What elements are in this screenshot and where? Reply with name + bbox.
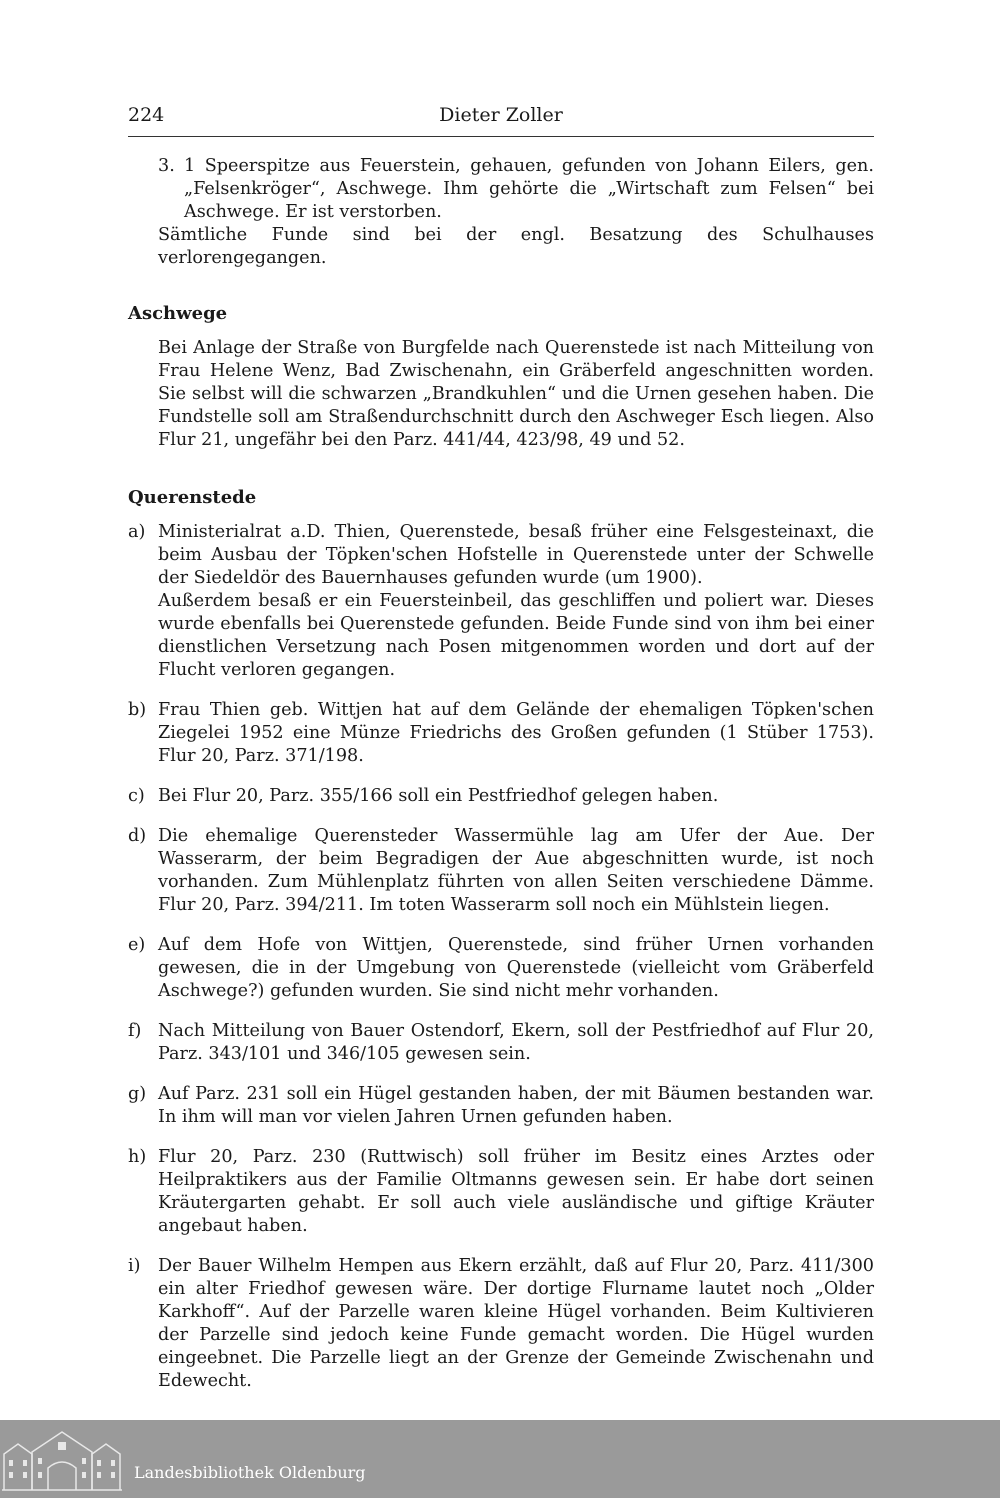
list-item [128,785,874,808]
list-item [128,699,874,768]
item-text: Flur 20, Parz. 230 (Ruttwisch) soll früher im Besitz eines Arztes oder Heilpraktikers aus der Familie Oltmanns gewesen sein. Er habe dort seinen Kräutergarten gehabt. Er soll auch viele ausländische und giftige Kräuter angebaut haben. [158,1147,874,1236]
list-marker: i) [128,1256,141,1276]
list-marker: d) [128,826,147,846]
item-text: Die ehemalige Querensteder Wassermühle lag am Ufer der Aue. Der Wasserarm, der beim Begradigen der Aue abgeschnitten wurde, ist noch vorhanden. Zum Mühlenplatz führten von allen Seiten verschiedene Dämme. Flur 20, Parz. 394/211. Im toten Wasserarm soll noch ein Mühlstein liegen. [158,826,874,915]
list-marker: f) [128,1021,142,1041]
page-header [128,104,874,137]
item-text: Frau Thien geb. Wittjen hat auf dem Gelände der ehemaligen Töpken'schen Ziegelei 1952 eine Münze Friedrichs des Großen gefunden (1 Stüber 1753). Flur 20, Parz. 371/198. [158,700,874,766]
list-item [128,1083,874,1129]
list-marker: g) [128,1084,147,1104]
intro-item-3 [128,155,874,224]
page-content [128,155,874,1410]
aschwege-paragraph: Bei Anlage der Straße von Burgfelde nach Querenstede ist nach Mitteilung von Frau Helene Wenz, Bad Zwischenahn, ein Gräberfeld angeschnitten worden. Sie selbst will die schwarzen „Brandkuhlen“ und die Urnen gesehen haben. Die Fundstelle soll am Straßendurchschnitt durch den Aschweger Esch liegen. Also Flur 21, ungefähr bei den Parz. 441/44, 423/98, 49 und 52. [158,338,874,450]
list-item [128,1020,874,1066]
footer-bar [0,1420,1000,1498]
item-text: Auf dem Hofe von Wittjen, Querenstede, sind früher Urnen vorhanden gewesen, die in der Umgebung von Querenstede (vielleicht vom Gräberfeld Aschwege?) gefunden wurden. Sie sind nicht mehr vorhanden. [158,935,874,1001]
running-head: Dieter Zoller [439,104,563,126]
list-marker: 3. [158,156,175,176]
item-text: Nach Mitteilung von Bauer Ostendorf, Ekern, soll der Pestfriedhof auf Flur 20, Parz. 343/101 und 346/105 gewesen sein. [158,1021,874,1064]
intro-closing: Sämtliche Funde sind bei der engl. Besatzung des Schulhauses verlorengegangen. [158,225,874,268]
list-item [128,934,874,1003]
list-item [128,521,874,682]
section-heading-aschwege: Aschwege [128,303,228,324]
library-building-icon [0,1422,124,1492]
item-text: 1 Speerspitze aus Feuerstein, gehauen, gefunden von Johann Eilers, gen. „Felsenkröger“, Aschwege. Ihm gehörte die „Wirtschaft zum Felsen“ bei Aschwege. Er ist verstorben. [184,156,874,222]
list-marker: c) [128,786,145,806]
item-text-continued: Außerdem besaß er ein Feuersteinbeil, das geschliffen und poliert war. Dieses wurde ebenfalls bei Querenstede gefunden. Beide Funde sind von ihm bei einer dienstlichen Versetzung nach Posen mitgenommen worden und dort auf der Flucht verloren gegangen. [158,591,874,680]
list-item [128,825,874,917]
list-marker: e) [128,935,146,955]
list-item [128,1146,874,1238]
list-marker: a) [128,522,146,542]
list-marker: h) [128,1147,147,1167]
item-text: Bei Flur 20, Parz. 355/166 soll ein Pestfriedhof gelegen haben. [158,786,719,806]
list-marker: b) [128,700,147,720]
library-name: Landesbibliothek Oldenburg [134,1463,366,1482]
section-heading-querenstede: Querenstede [128,487,257,508]
list-item [128,1255,874,1393]
item-text: Auf Parz. 231 soll ein Hügel gestanden haben, der mit Bäumen bestanden war. In ihm will man vor vielen Jahren Urnen gefunden haben. [158,1084,874,1127]
page-number: 224 [128,104,165,126]
item-text: Der Bauer Wilhelm Hempen aus Ekern erzählt, daß auf Flur 20, Parz. 411/300 ein alter Friedhof gewesen wäre. Der dortige Flurname lautet noch „Older Karkhoff“. Auf der Parzelle waren kleine Hügel vorhanden. Beim Kultivieren der Parzelle sind jedoch keine Funde gemacht worden. Die Hügel wurden eingeebnet. Die Parzelle liegt an der Grenze der Gemeinde Zwischenahn und Edewecht. [158,1256,874,1391]
item-text: Ministerialrat a.D. Thien, Querenstede, besaß früher eine Felsgesteinaxt, die beim Ausbau der Töpken'schen Hofstelle in Querenstede unter der Schwelle der Siedeldör des Bauernhauses gefunden wurde (um 1900). [158,522,874,588]
